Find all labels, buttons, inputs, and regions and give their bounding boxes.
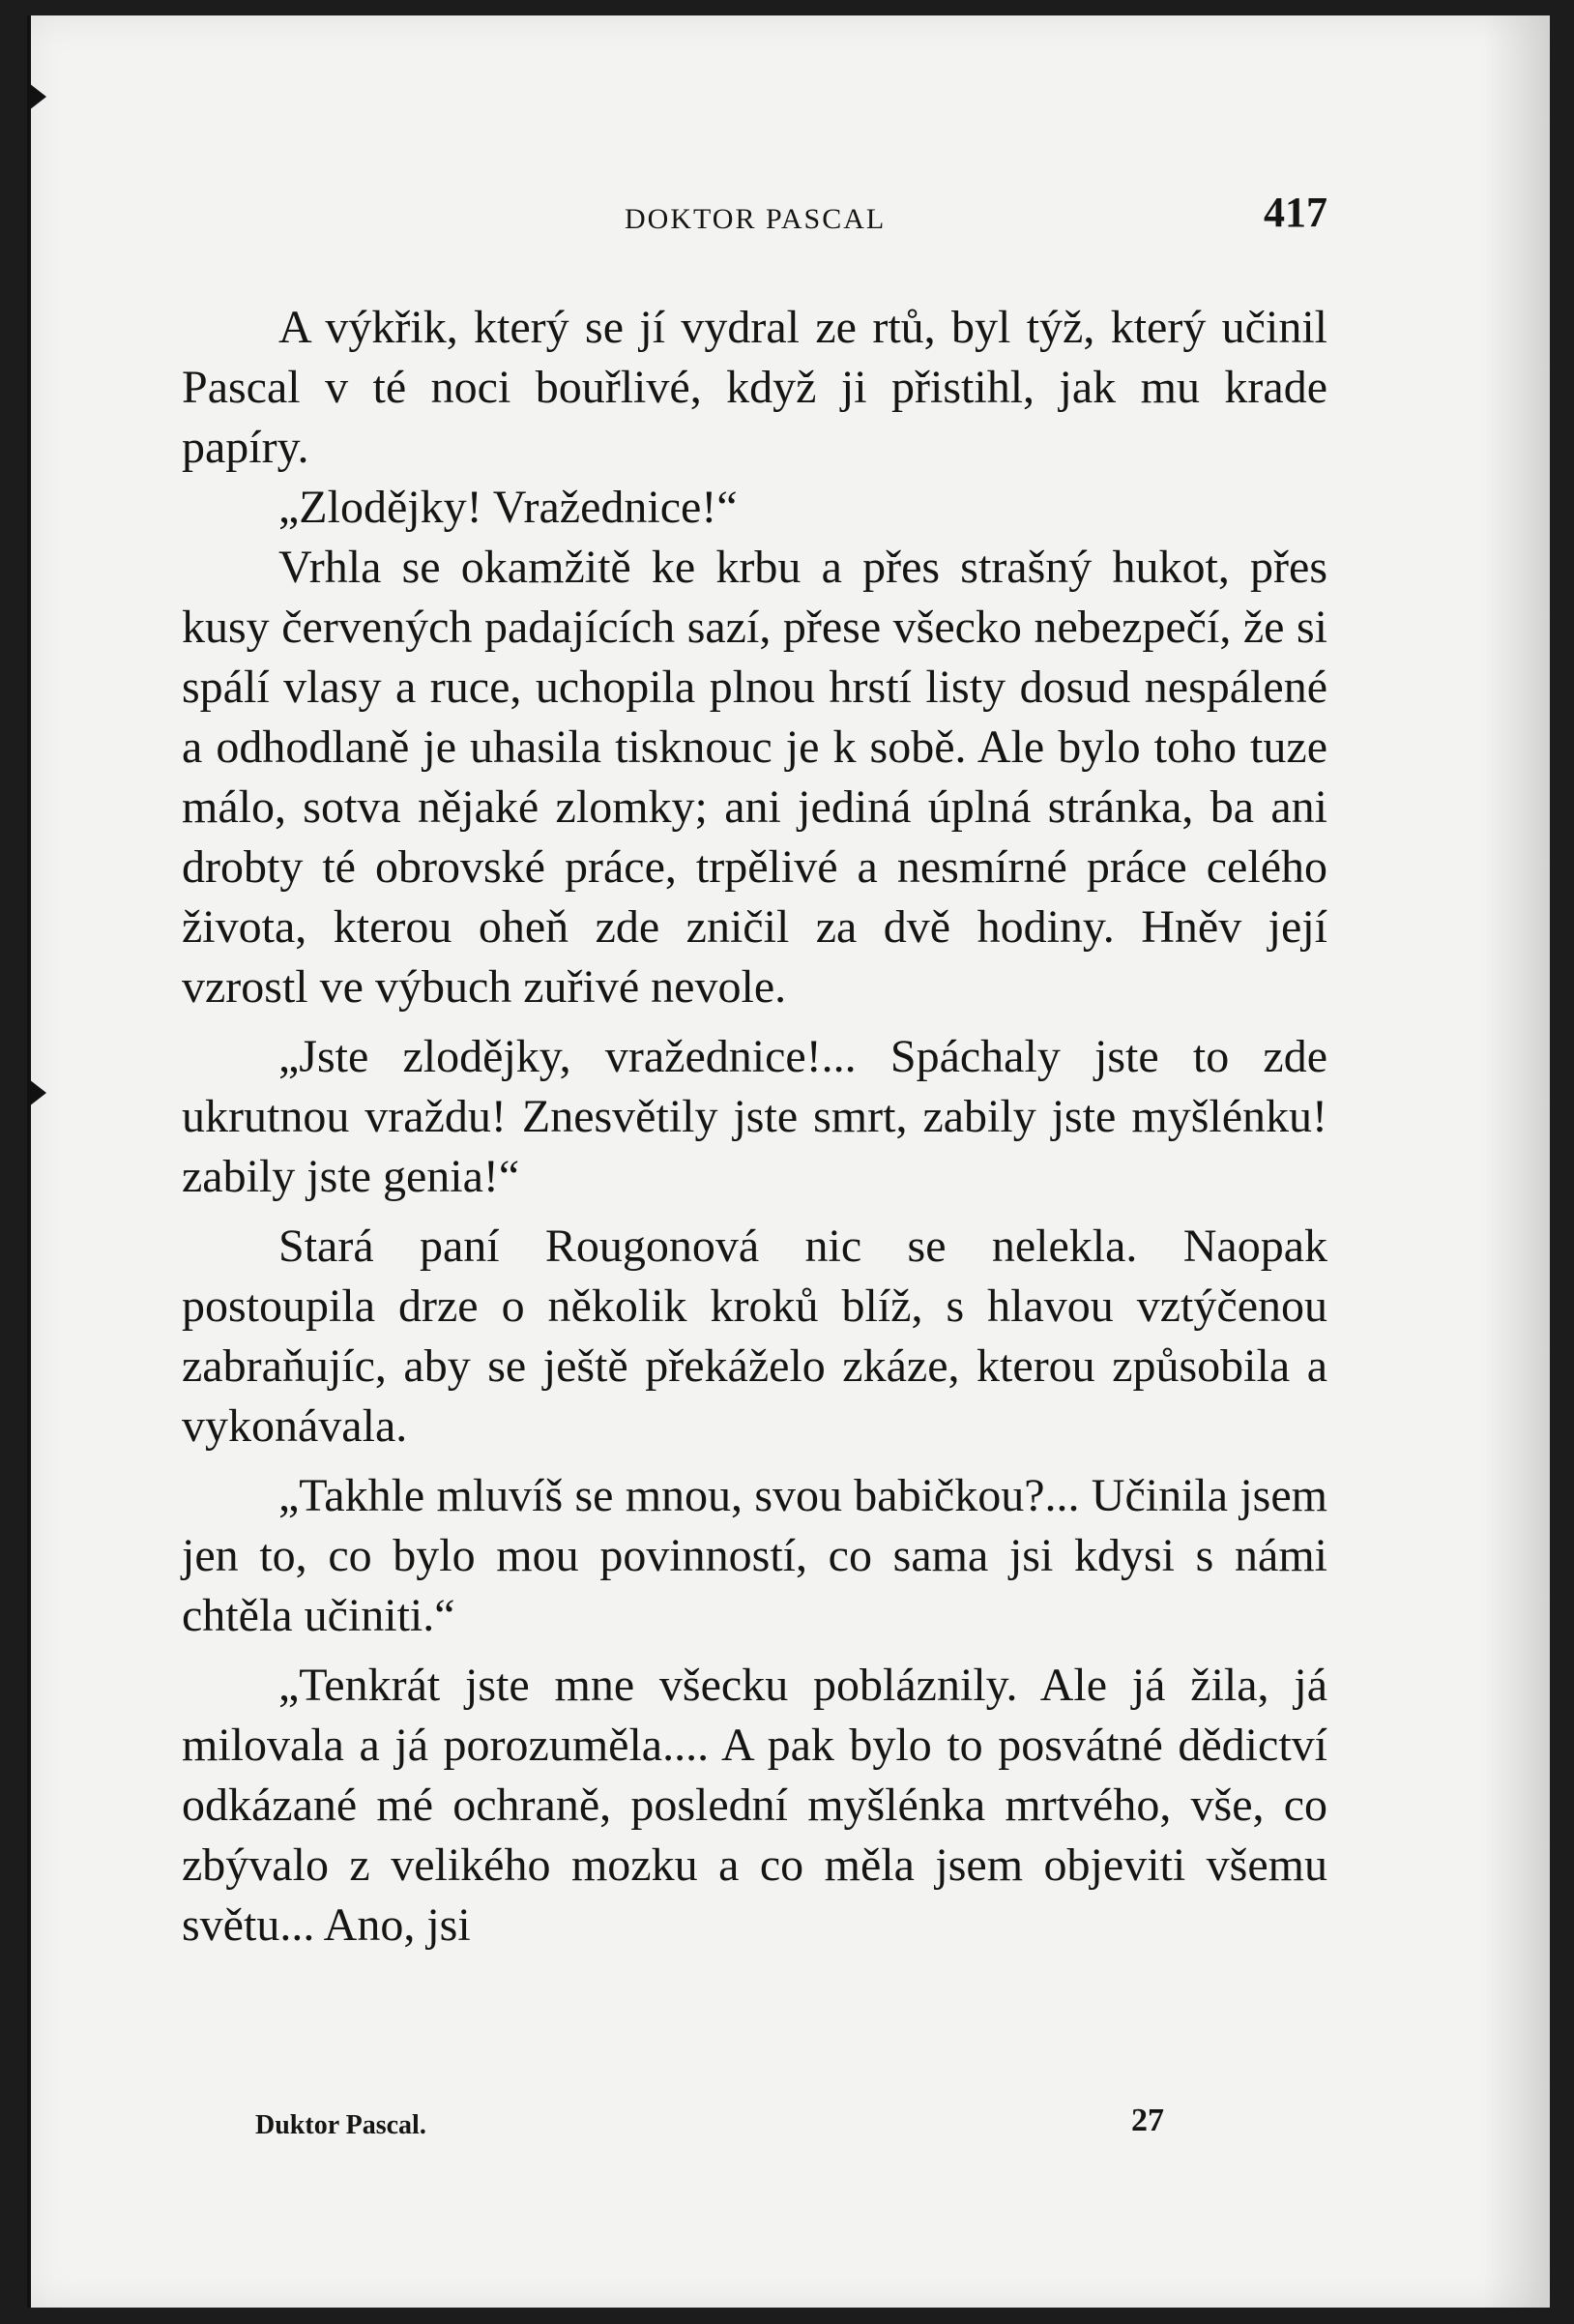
paragraph: „Zlodějky! Vražednice!“ [278,482,738,533]
page-edge-shadow [1482,15,1550,2308]
running-title: DOKTOR PASCAL [625,203,887,235]
binding-edge [27,15,31,2308]
paragraph: „Jste zlodějky, vražednice!... Spáchaly jste to zde ukrutnou vraždu! Znesvětily jste smrt, zabily jste myšlénku! zabily jste genia!“ [182,1031,1327,1202]
paragraph: Vrhla se okamžitě ke krbu a přes strašný hukot, přes kusy červených padajících sazí, přese všecko nebezpečí, že si spálí vlasy a ruce, uchopila plnou hrstí listy dosud nespálené a odhodlaně je uhasila tisknouc je k sobě. Ale bylo toho tuze málo, sotva nějaké zlomky; ani jediná úplná stránka, ba ani drobty té obrovské práce, trpělivé a nesmírné práce celého života, kterou oheň zde zničil za dvě hodiny. Hněv její vzrostl ve výbuch zuřivé nevole. [182,542,1327,1013]
page-number: 417 [1264,189,1327,236]
signature-mark: 27 [1131,2103,1164,2138]
page-footer [27,2103,1550,2161]
page-header [182,188,1327,246]
body-text [182,298,1327,1956]
binding-mark [29,1079,46,1106]
paragraph: „Takhle mluvíš se mnou, svou babičkou?... Učinila jsem jen to, co bylo mou povinností, co sama jsi kdysi s námi chtěla učiniti.“ [182,1470,1327,1641]
paragraph: A výkřik, který se jí vydral ze rtů, byl týž, který učinil Pascal v té noci bouřlivé, když ji přistihl, jak mu krade papíry. [182,302,1327,473]
paragraph: „Tenkrát jste mne všecku pobláznily. Ale já žila, já milovala a já porozuměla.... A pak bylo to posvátné dědictví odkázané mé ochraně, poslední myšlénka mrtvého, vše, co zbývalo z velikého mozku a co měla jsem objeviti všemu světu... Ano, jsi [182,1660,1327,1951]
binding-mark [29,83,46,110]
paragraph: Stará paní Rougonová nic se nelekla. Naopak postoupila drze o několik kroků blíž, s hlavou vztýčenou zabraňujíc, aby se ještě překáželo zkáze, kterou způsobila a vykonávala. [182,1221,1327,1452]
book-page [27,15,1550,2308]
footer-book-title: Duktor Pascal. [255,2110,426,2140]
